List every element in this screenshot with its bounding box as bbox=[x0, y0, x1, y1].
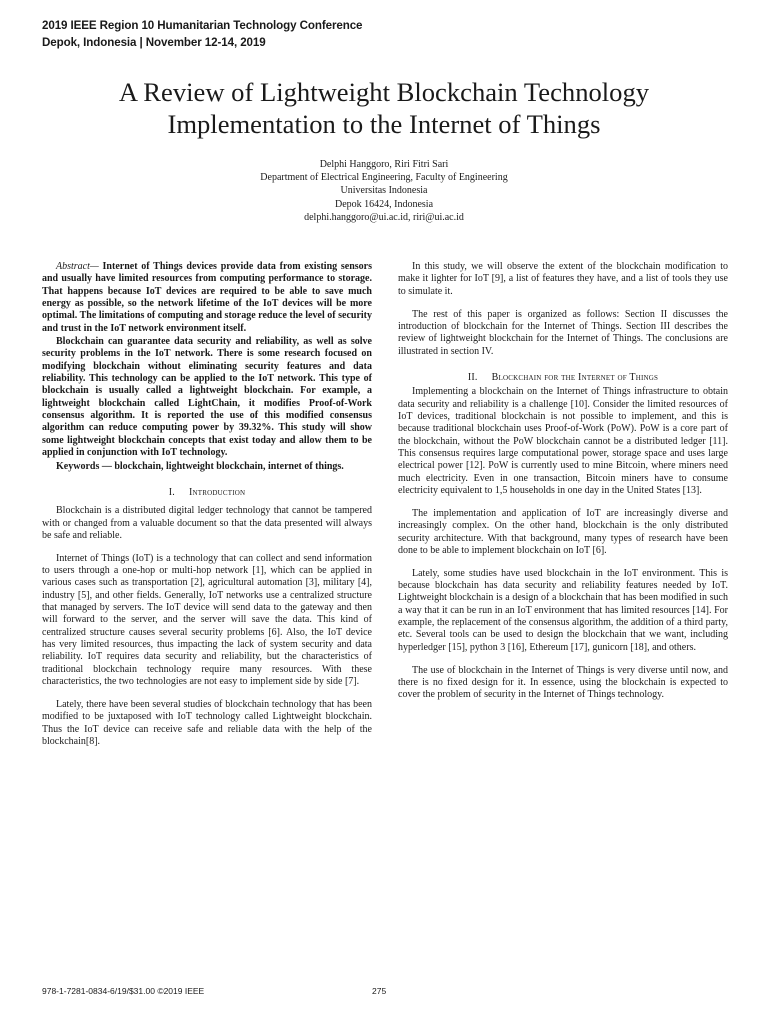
section-1-number: I. bbox=[168, 486, 175, 498]
author-names: Delphi Hanggoro, Riri Fitri Sari bbox=[319, 159, 449, 170]
conference-name: 2019 IEEE Region 10 Humanitarian Technology Conference bbox=[42, 19, 363, 32]
intro-paragraph-1: Blockchain is a distributed digital ledger technology that cannot be tampered with or changed from a valuable document so that the data presented will always be safe and reliable. bbox=[42, 505, 372, 541]
left-column bbox=[42, 261, 372, 759]
right-column bbox=[398, 261, 728, 712]
intro-paragraph-5: The rest of this paper is organized as follows: Section II discusses the introduction of blockchain for the Internet of Things. Section III describes the review of lightweight blockchain for the Internet of Things. The conclusions are illustrated in section IV. bbox=[398, 308, 728, 357]
abstract-paragraph-1 bbox=[42, 261, 372, 335]
section-2-paragraph-2: The implementation and application of IoT are increasingly diverse and increasingly complex. On the other hand, blockchain is the only distributed security architecture. With that background, many types of research have been done to be able to implement blockchain on IoT [6]. bbox=[398, 507, 728, 556]
author-department: Department of Electrical Engineering, Faculty of Engineering bbox=[260, 172, 508, 184]
page-number: 275 bbox=[372, 986, 387, 996]
keywords: Keywords — blockchain, lightweight blockchain, internet of things. bbox=[56, 460, 344, 472]
intro-paragraph-2: Internet of Things (IoT) is a technology that can collect and send information to users through a one-hop or multi-hop network [1], which can be applied in various cases such as transportation [2], agricultural automation [3], military [4], industry [5], and other fields. Generally, IoT networks use a centralized structure that managed by servers. The IoT device will send data to the gateway and then will forward to the server, and the server will save the data. This kind of centralized structure causes several security problems [6]. Also, the IoT device has very limited resources, thus impacting the lack of system security and data reliability. IoT requires data security and reliability, but the characteristics of traditional blockchain technology require many resources. With these characteristics, the two technologies are not easy to implement side by side [7]. bbox=[42, 552, 372, 688]
author-emails: delphi.hanggoro@ui.ac.id, riri@ui.ac.id bbox=[304, 211, 464, 223]
conference-header bbox=[42, 17, 362, 51]
abstract-paragraph-2: Blockchain can guarantee data security and reliability, as well as solve security problems in the IoT network. There is some research focused on modifying blockchain without eliminating security features and data reliability. This technology can be applied to the IoT network. This type of blockchain is usually called a lightweight blockchain. For example, a lightweight blockchain called LightChain, it modifies Proof-of-Work consensus algorithm. It is reported the use of this modified consensus algorithm can reduce computing power by 39.32%. This study will show some lightweight blockchain concepts that exist today and allow them to be applied in conjunction with IoT technology. bbox=[42, 336, 372, 459]
abstract-text-1: Internet of Things devices provide data from existing sensors and usually have limited resources from computing performance to storage. That happens because IoT devices are required to be able to save much energy as possible, so the network lifetime of the IoT devices will be more optimal. The limitations of computing and storage reduce the level of security and trust in the IoT network environment itself. bbox=[42, 261, 372, 334]
section-1-title: Introduction bbox=[188, 486, 246, 498]
author-block bbox=[100, 158, 668, 224]
intro-paragraph-4: In this study, we will observe the extent of the blockchain modification to make it lighter for IoT [9], a list of features they have, and a list of tools they use to simulate it. bbox=[398, 261, 728, 297]
intro-paragraph-3: Lately, there have been several studies of blockchain technology that has been modified to be juxtaposed with IoT technology called Lightweight blockchain. Thus the IoT device can receive safe and reliable data with the help of the blockchain[8]. bbox=[42, 699, 372, 748]
author-university: Universitas Indonesia bbox=[340, 185, 428, 197]
section-2-paragraph-3: Lately, some studies have used blockchain in the IoT environment. This is because blockchain has data security and reliability features needed by IoT. Lightweight blockchain is a design of a blockchain that has been modified in such a way that it can be run in an IoT environment that has limited resources [14]. For example, the replacement of the consensus algorithm, the addition of a third party, etc. Several tools can be used to design the blockchain that we want, including hyperledger [15], python 3 [16], Ethereum [17], gunicorn [18], and others. bbox=[398, 567, 728, 653]
paper-title bbox=[40, 76, 728, 140]
abstract-label: Abstract— bbox=[56, 261, 99, 272]
section-2-paragraph-4: The use of blockchain in the Internet of Things is very diverse until now, and there is no fixed design for it. In essence, using the blockchain is expected to cover the problem of security in the Internet of Things technology. bbox=[398, 664, 728, 701]
section-2-heading bbox=[398, 372, 728, 384]
title-line-1: A Review of Lightweight Blockchain Technology bbox=[118, 77, 650, 107]
author-address: Depok 16424, Indonesia bbox=[334, 198, 434, 210]
section-2-number: II. bbox=[467, 371, 478, 383]
title-line-2: Implementation to the Internet of Things bbox=[167, 109, 601, 139]
section-2-paragraph-1: Implementing a blockchain on the Internet of Things infrastructure to obtain data security and reliability is a challenge [10]. Consider the limited resources of IoT devices, traditional blockchain is not possible to implement, and this is because traditional blockchain uses Proof-of-Work (PoW). PoW is a core part of the blockchain, without the PoW blockchain cannot be a distributed ledger [11]. This consensus requires large computational power, storage space and uses large electrical power [12]. PoW is currently used to mine Bitcoin, where miners need much electricity. Even in one transaction, Bitcoin miners have to consume electricity equivalent to 1,5 households in one day in the United States [13]. bbox=[398, 386, 728, 496]
section-1-heading bbox=[42, 487, 372, 499]
copyright-footer: 978-1-7281-0834-6/19/$31.00 ©2019 IEEE bbox=[42, 986, 205, 996]
section-2-title: Blockchain for the Internet of Things bbox=[491, 371, 659, 383]
conference-location-date: Depok, Indonesia | November 12-14, 2019 bbox=[42, 36, 266, 49]
